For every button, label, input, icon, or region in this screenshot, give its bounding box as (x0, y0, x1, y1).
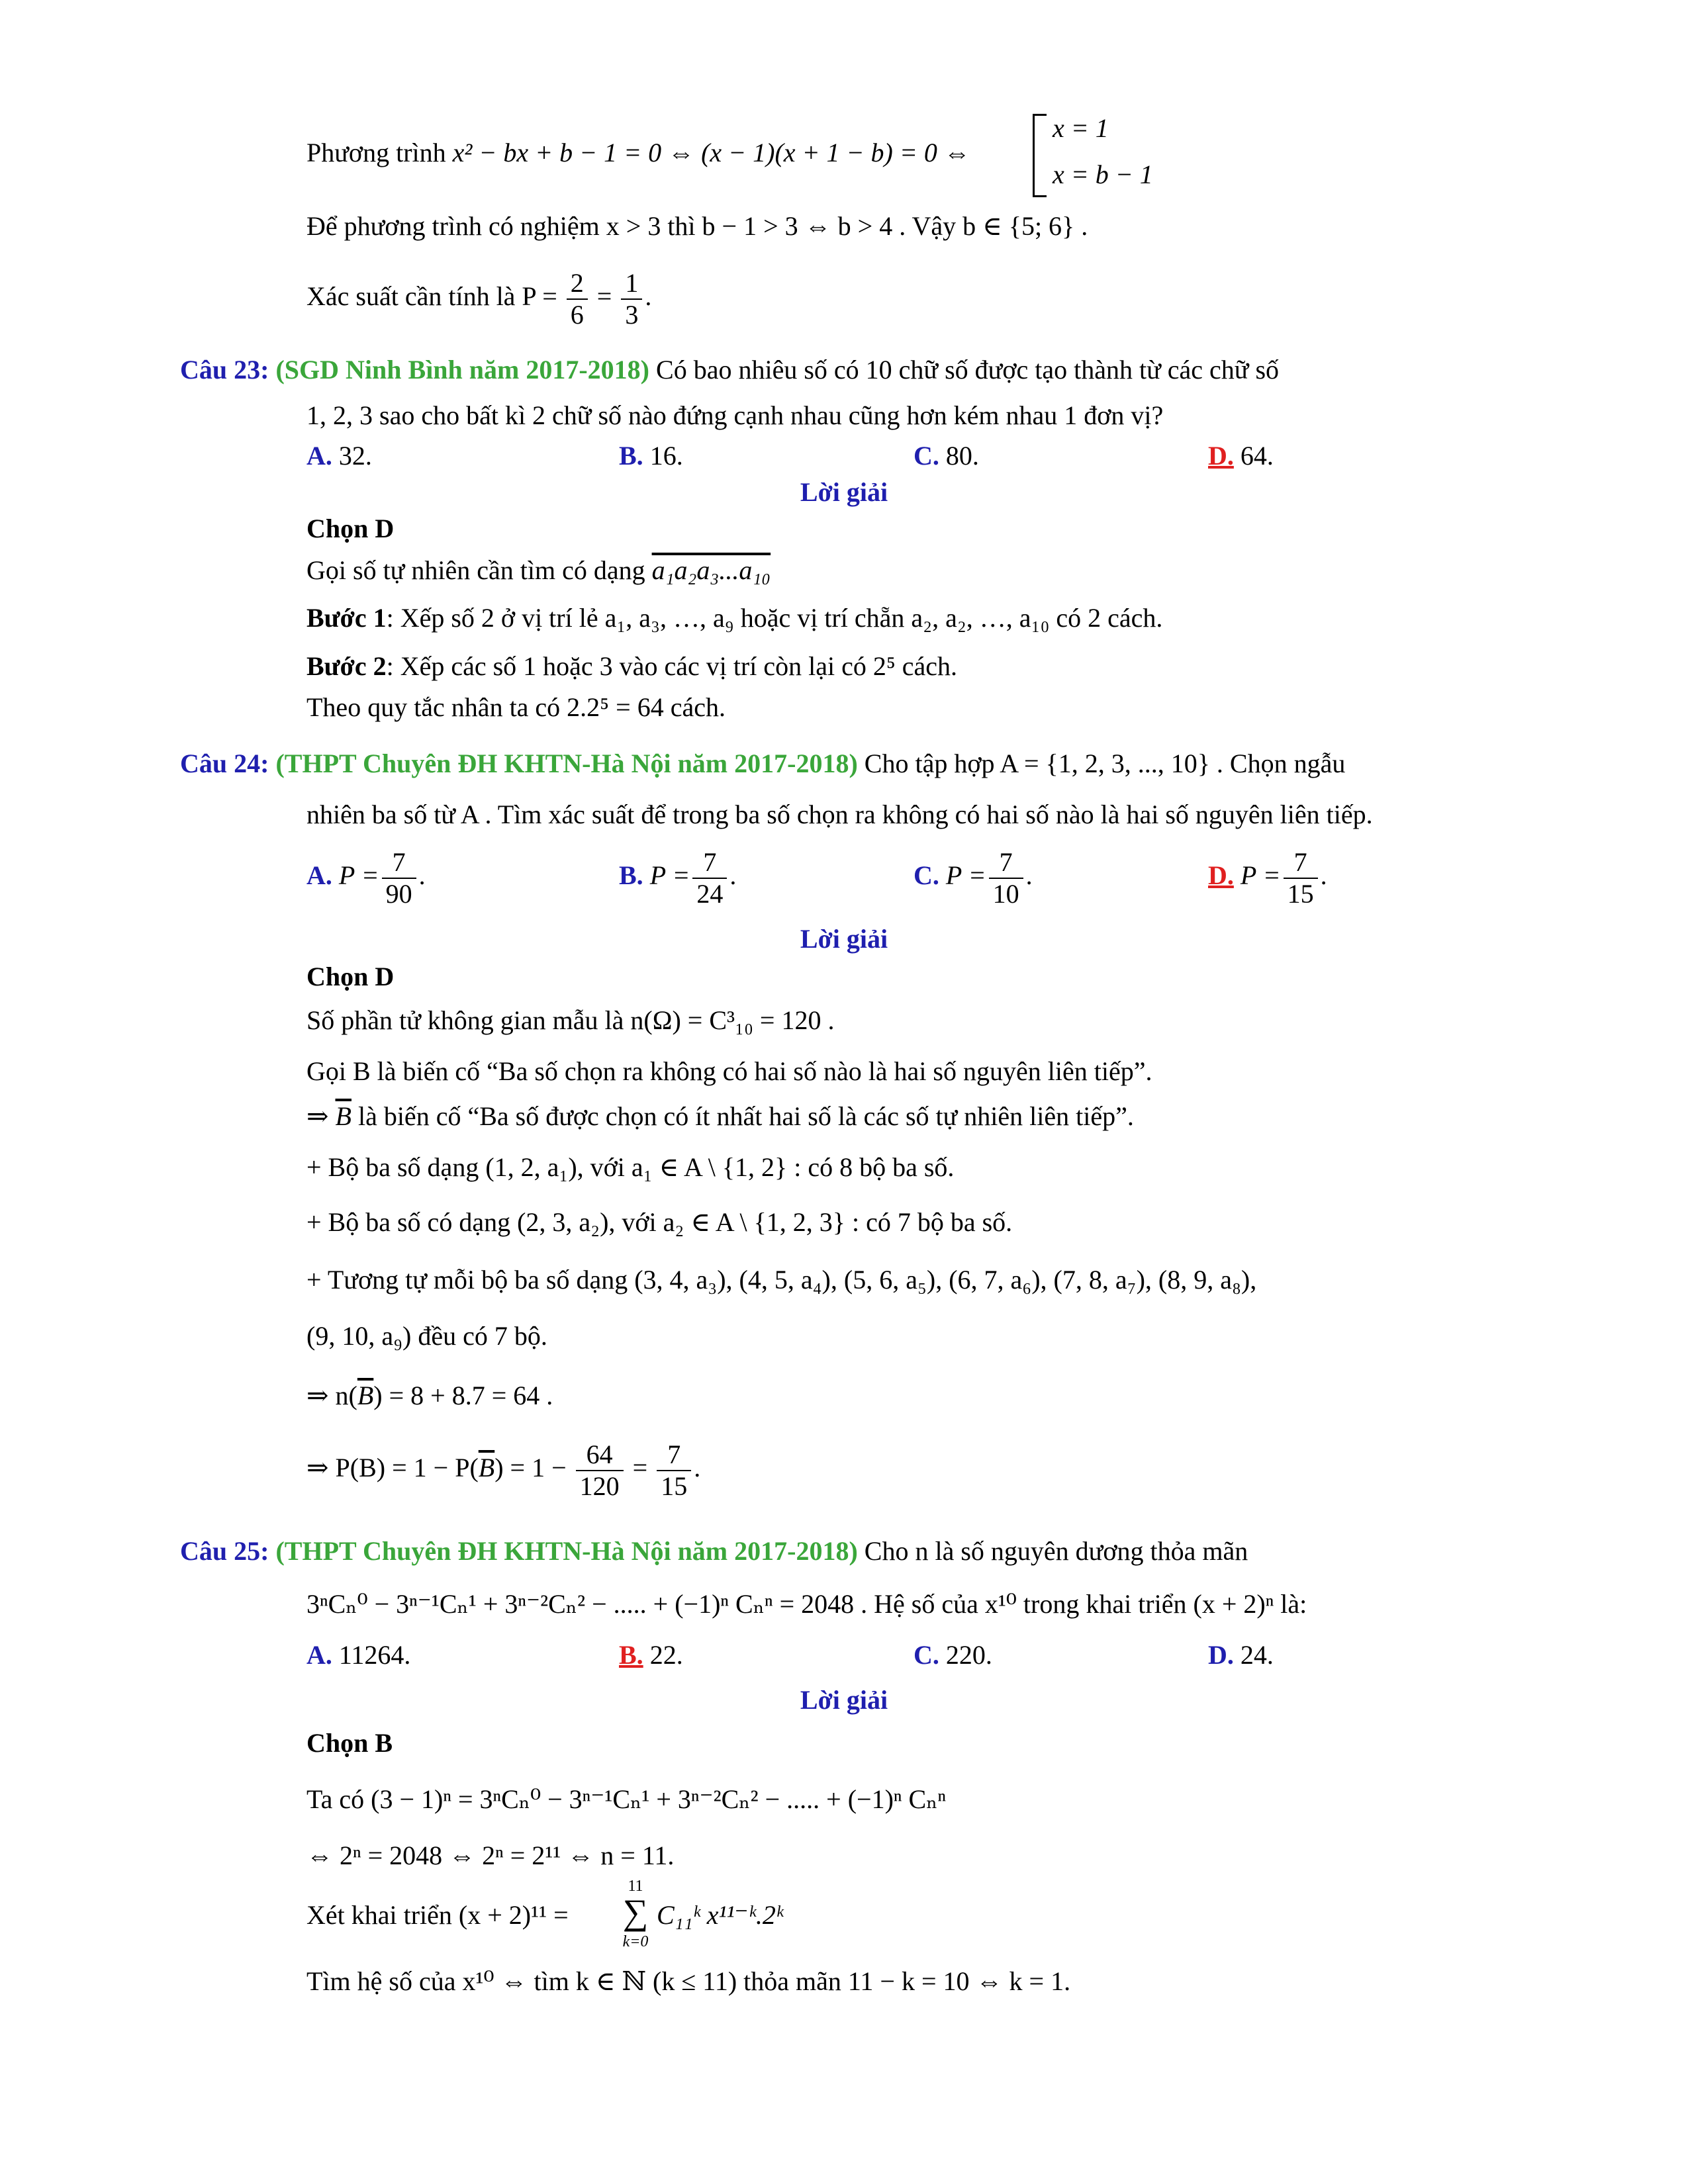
fraction-numerator: 1 (621, 268, 642, 300)
q24-option-a[interactable]: A. P = $\frac{7}{90}$ . (306, 846, 426, 909)
q24-step-5: + Bộ ba số có dạng (2, 3, a₂), với a₂ ∈ A \ {1, 2, 3} : có 7 bộ ba số. (306, 1207, 1013, 1237)
sum-term: C₁₁ᵏ x¹¹⁻ᵏ.2ᵏ (657, 1900, 784, 1930)
fraction-numerator: 2 (567, 268, 588, 300)
q25-option-d[interactable]: D. 24. (1208, 1640, 1274, 1670)
intro-line-2: Để phương trình có nghiệm x > 3 thì b − 1 > 3 ⇔ b > 4 . Vậy b ∈ {5; 6} . (306, 211, 1088, 241)
q24-step-1: Số phần tử không gian mẫu là n(Ω) = C³₁₀ = 120 . (306, 1005, 835, 1035)
case-b: x = b − 1 (1053, 159, 1153, 189)
fraction (621, 268, 642, 330)
question-23-text-2: 1, 2, 3 sao cho bất kì 2 chữ số nào đứng cạnh nhau cũng hơn kém nhau 1 đơn vị? (306, 400, 1164, 430)
q24-step-8: ⇒ $n(\overline{B}) = 8 + 8.7 = 64$ . (306, 1381, 553, 1410)
question-text: Có bao nhiêu số có 10 chữ số được tạo thành từ các chữ số (656, 355, 1280, 385)
q25-step-1: Ta có (3 − 1)ⁿ = 3ⁿCₙ⁰ − 3ⁿ⁻¹Cₙ¹ + 3ⁿ⁻²Cₙ² − ..... + (−1)ⁿ Cₙⁿ (306, 1784, 947, 1814)
fraction-denominator: 6 (570, 299, 584, 330)
q25-step-2: ⇔ 2ⁿ = 2048 ⇔ 2ⁿ = 2¹¹ ⇔ n = 11. (306, 1841, 675, 1870)
q25-step-4: Tìm hệ số của x¹⁰ ⇔ tìm k ∈ ℕ (k ≤ 11) thỏa mãn 11 − k = 10 ⇔ k = 1. (306, 1966, 1071, 1996)
q24-step-6: + Tương tự mỗi bộ ba số dạng (3, 4, a₃), (4, 5, a₄), (5, 6, a₅), (6, 7, a₆), (7, 8, a₇), (8, 9, a₈), (306, 1265, 1257, 1295)
question-24-text-2: nhiên ba số từ A . Tìm xác suất để trong ba số chọn ra không có hai số nào là hai số nguyên liên tiếp. (306, 799, 1373, 829)
q24-step-9: ⇒ $P(B) = 1 - P(\overline{B}) = 1$ − $\frac{64}{120}$ = $\frac{7}{15}$ . (306, 1439, 701, 1501)
q25-option-a[interactable]: A. 11264. (306, 1640, 411, 1670)
question-label: Câu 24: (180, 749, 269, 778)
fraction (567, 268, 588, 330)
q25-option-c[interactable]: C. 220. (914, 1640, 992, 1670)
question-label: Câu 25: (180, 1536, 269, 1566)
question-23-header (180, 354, 1279, 386)
q24-step-2: Gọi B là biến cố “Ba số chọn ra không có hai số nào là hai số nguyên liên tiếp”. (306, 1056, 1152, 1086)
question-label: Câu 23: (180, 355, 269, 385)
q24-option-b[interactable]: B. P = $\frac{7}{24}$ . (619, 846, 737, 909)
sum-icon: ∑ (622, 1892, 649, 1932)
q23-step-2: Bước 2: Xếp các số 1 hoặc 3 vào các vị trí còn lại có 2⁵ cách. (306, 651, 958, 681)
probability-label: Xác suất cần tính là P = (306, 281, 557, 311)
q25-step-3: Xét khai triển (x + 2)¹¹ = (306, 1900, 569, 1930)
q23-step-0: Gọi số tự nhiên cần tìm có dạng a₁a₂a₃...a₁₀ (306, 555, 771, 585)
fraction-denominator: 3 (625, 299, 639, 330)
q24-option-c[interactable]: C. P = $\frac{7}{10}$ . (914, 846, 1033, 909)
q23-conclusion: Theo quy tắc nhân ta có 2.2⁵ = 64 cách. (306, 692, 726, 722)
question-25-header (180, 1535, 1248, 1567)
question-25-text-2: 3ⁿCₙ⁰ − 3ⁿ⁻¹Cₙ¹ + 3ⁿ⁻²Cₙ² − ..... + (−1)ⁿ Cₙⁿ = 2048 . Hệ số của x¹⁰ trong khai triển (x + 2)ⁿ là: (306, 1589, 1307, 1619)
question-source: (THPT Chuyên ĐH KHTN-Hà Nội năm 2017-2018) (275, 1536, 858, 1566)
question-text: Cho tập hợp A = {1, 2, 3, ..., 10} . Chọn ngẫu (864, 749, 1346, 778)
q23-solution-title: Lời giải (800, 477, 888, 507)
q24-step-4: + Bộ ba số dạng (1, 2, a₁), với a₁ ∈ A \ {1, 2} : có 8 bộ ba số. (306, 1152, 955, 1182)
q23-option-b[interactable]: B. 16. (619, 441, 683, 471)
intro-line-1 (306, 137, 970, 169)
q25-choice: Chọn B (306, 1728, 393, 1758)
q24-option-d[interactable]: D. P = $\frac{7}{15}$ . (1208, 846, 1327, 909)
question-source: (SGD Ninh Bình năm 2017-2018) (275, 355, 650, 385)
intro-text: Phương trình (306, 138, 446, 167)
q23-option-c[interactable]: C. 80. (914, 441, 979, 471)
number-form: a₁a₂a₃...a₁₀ (651, 555, 771, 585)
sum-upper-limit: 11 (628, 1878, 643, 1895)
case-bracket (1033, 114, 1047, 197)
intro-equation: x² − bx + b − 1 = 0 ⇔ (x − 1)(x + 1 − b) = 0 ⇔ (452, 138, 970, 167)
q23-step-1: Bước 1: Xếp số 2 ở vị trí lẻ a₁, a₃, …, a₉ hoặc vị trí chẵn a₂, a₂, …, a₁₀ có 2 cách. (306, 603, 1163, 633)
q25-solution-title: Lời giải (800, 1685, 888, 1715)
q25-option-b[interactable]: B. 22. (619, 1640, 683, 1670)
q24-choice: Chọn D (306, 962, 395, 991)
q24-step-3: ⇒ $\overline{B}$ là biến cố “Ba số được chọn có ít nhất hai số là các số tự nhiên liên tiếp”. (306, 1101, 1134, 1131)
q23-choice: Chọn D (306, 514, 395, 543)
q24-solution-title: Lời giải (800, 924, 888, 954)
q23-option-d[interactable]: D. 64. (1208, 441, 1274, 471)
question-source: (THPT Chuyên ĐH KHTN-Hà Nội năm 2017-2018) (275, 749, 858, 778)
q24-step-7: (9, 10, a₉) đều có 7 bộ. (306, 1321, 547, 1351)
question-text: Cho n là số nguyên dương thỏa mãn (864, 1536, 1248, 1566)
case-a: x = 1 (1053, 113, 1109, 143)
intro-line-3: Xác suất cần tính là P = $\frac{2}{6}$ = $\frac{1}{3}$ . (306, 267, 652, 330)
question-24-header (180, 748, 1345, 780)
sum-lower-limit: k=0 (622, 1933, 649, 1950)
q23-option-a[interactable]: A. 32. (306, 441, 372, 471)
